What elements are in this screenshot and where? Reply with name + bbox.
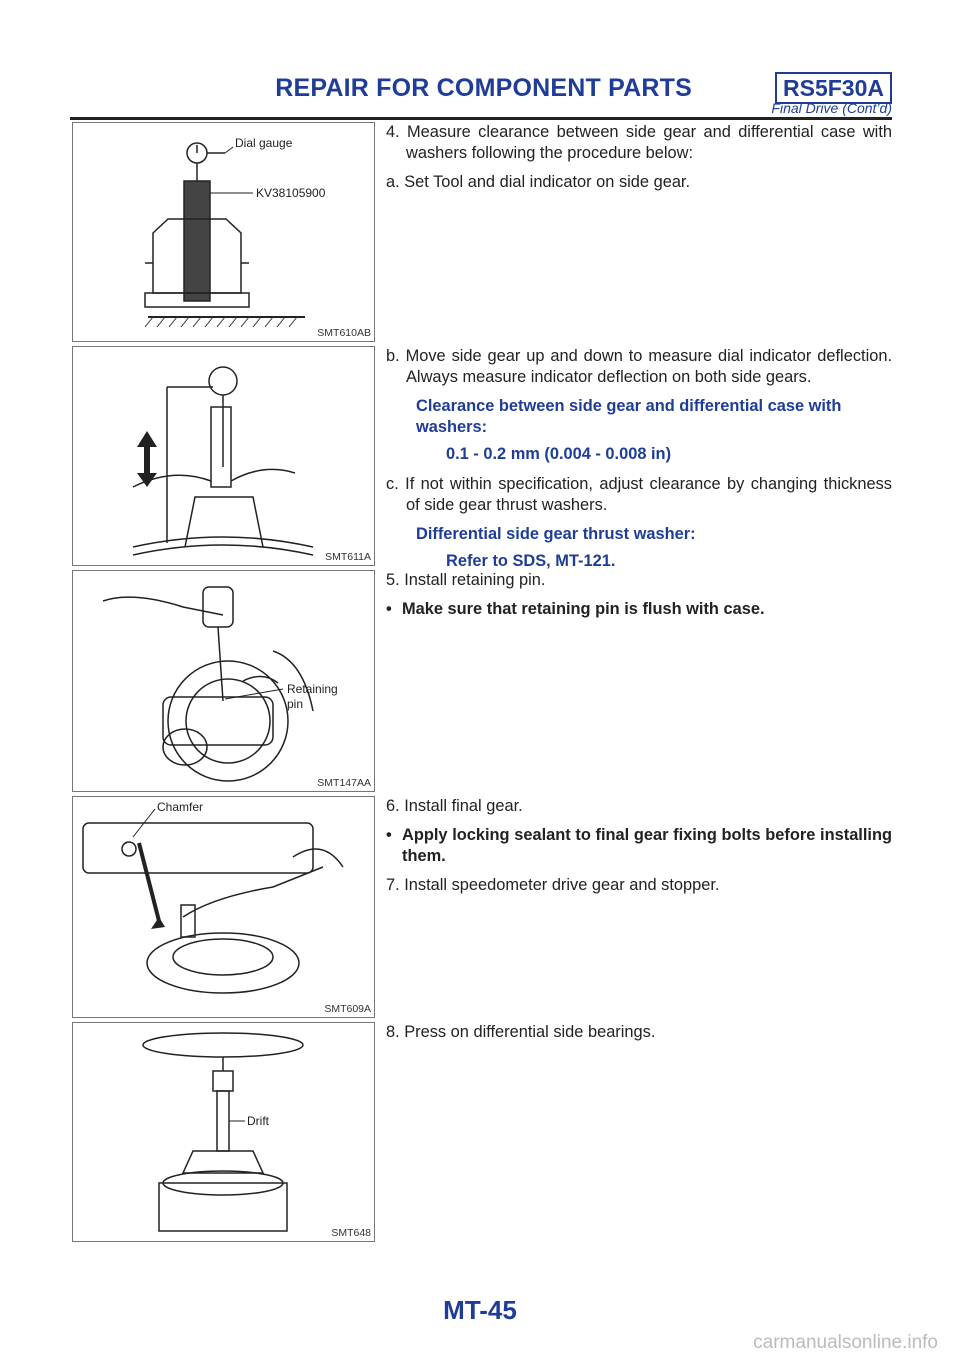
page-number: MT-45 [443,1295,517,1325]
label-retaining: Retaining [287,682,338,696]
side-gear-measure-illustration [73,347,374,565]
step-6: 6. Install final gear. [386,797,523,815]
figure-id: SMT611A [325,551,371,563]
drift-press-illustration [73,1023,374,1241]
label-drift: Drift [247,1114,269,1128]
clearance-spec-value: 0.1 - 0.2 mm (0.004 - 0.008 in) [446,445,672,463]
step-8: 8. Press on differential side bearings. [386,1023,656,1041]
step-5: 5. Install retaining pin. [386,571,546,589]
section-step-6 [72,796,892,1020]
final-gear-illustration [73,797,374,1017]
bullet-icon: • [386,826,392,844]
label-tool-number: KV38105900 [256,186,326,200]
step-a: a. Set Tool and dial indicator on side gear. [386,173,691,191]
step-7: 7. Install speedometer drive gear and stopper. [386,876,720,894]
figure-id: SMT610AB [317,327,371,339]
page-header [70,0,892,118]
note-text: Make sure that retaining pin is flush with case. [402,600,765,618]
section-text [386,122,892,201]
step-4: 4. Measure clearance between side gear and differential case with washers following the procedure below: [386,123,892,162]
figure-smt609a [72,796,375,1018]
label-pin: pin [287,697,304,711]
section-text [386,346,892,581]
washer-spec-value: Refer to SDS, MT-121. [446,552,616,570]
note-bullet [386,599,892,620]
label-chamfer: Chamfer [157,800,204,814]
figure-smt648 [72,1022,375,1242]
section-text [386,1022,892,1051]
step-c: c. If not within specification, adjust clearance by changing thickness of side gear thrust washers. [386,475,892,514]
clearance-spec-label: Clearance between side gear and differential case with washers: [416,397,842,436]
figure-id: SMT147AA [317,777,371,789]
section-title: REPAIR FOR COMPONENT PARTS [275,74,692,102]
figure-id: SMT648 [331,1227,371,1239]
step-b: b. Move side gear up and down to measure dial indicator deflection. Always measure indicator deflection on both side gears. [386,347,892,386]
washer-spec-label: Differential side gear thrust washer: [416,525,696,543]
figure-smt610ab [72,122,375,342]
figure-smt147aa [72,570,375,792]
watermark: carmanualsonline.info [753,1332,938,1353]
section-text [386,570,892,628]
section-subtitle: Final Drive (Cont’d) [771,100,892,116]
note-bullet [386,825,892,867]
dial-gauge-illustration [73,123,374,341]
section-step-b [72,346,892,568]
figure-id: SMT609A [324,1003,371,1015]
section-step-8 [72,1022,892,1244]
header-divider [70,117,892,120]
note-text: Apply locking sealant to final gear fixing bolts before installing them. [402,826,892,865]
label-dial-gauge: Dial gauge [235,136,293,150]
section-step-5 [72,570,892,794]
figure-smt611a [72,346,375,566]
model-badge: RS5F30A [775,72,892,104]
section-step-4 [72,122,892,344]
bullet-icon: • [386,600,392,618]
retaining-pin-illustration [73,571,374,791]
section-text [386,796,892,904]
